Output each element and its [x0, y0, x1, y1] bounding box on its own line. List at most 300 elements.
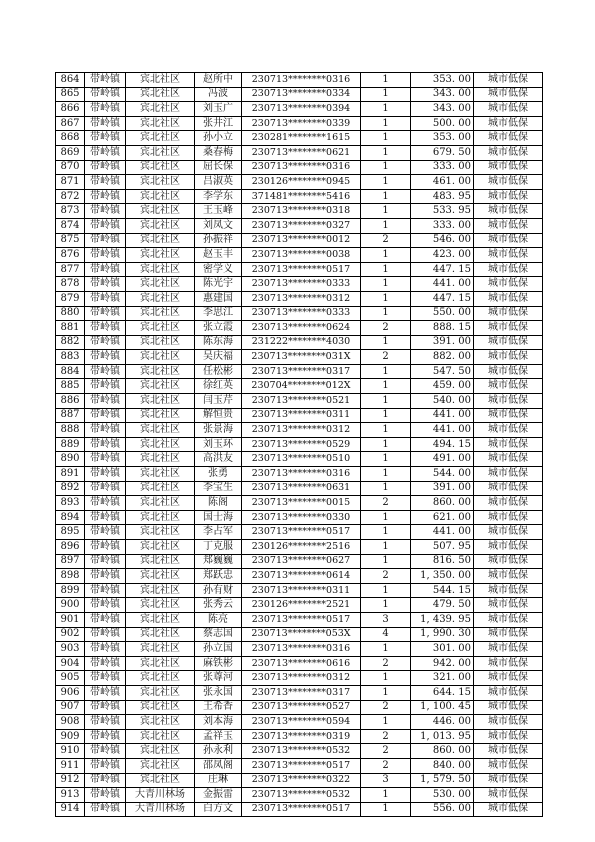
household-count-cell: 1	[361, 540, 411, 555]
town-cell: 带岭镇	[85, 656, 126, 671]
name-cell: 孙有财	[195, 583, 242, 598]
community-cell: 宾北社区	[126, 656, 195, 671]
household-count-cell: 1	[361, 671, 411, 686]
town-cell: 带岭镇	[85, 788, 126, 803]
assistance-type-cell: 城市低保	[474, 642, 543, 657]
row-number: 899	[56, 583, 85, 598]
table-row	[56, 350, 543, 365]
assistance-type-cell: 城市低保	[474, 145, 543, 160]
name-cell: 密学义	[195, 262, 242, 277]
town-cell: 带岭镇	[85, 116, 126, 131]
household-count-cell: 2	[361, 569, 411, 584]
household-count-cell: 1	[361, 291, 411, 306]
town-cell: 带岭镇	[85, 583, 126, 598]
id-number-cell: 230713********0317	[242, 685, 361, 700]
id-number-cell: 230713********0521	[242, 394, 361, 409]
name-cell: 张尊河	[195, 671, 242, 686]
amount-cell: 459. 00	[411, 379, 474, 394]
community-cell: 宾北社区	[126, 452, 195, 467]
community-cell: 宾北社区	[126, 189, 195, 204]
row-number: 881	[56, 321, 85, 336]
assistance-type-cell: 城市低保	[474, 496, 543, 511]
name-cell: 赵所中	[195, 73, 242, 88]
row-number: 889	[56, 437, 85, 452]
row-number: 913	[56, 788, 85, 803]
community-cell: 宾北社区	[126, 218, 195, 233]
name-cell: 李学东	[195, 189, 242, 204]
household-count-cell: 1	[361, 467, 411, 482]
table-row	[56, 437, 543, 452]
row-number: 871	[56, 175, 85, 190]
amount-cell: 540. 00	[411, 394, 474, 409]
household-count-cell: 1	[361, 73, 411, 88]
household-count-cell: 1	[361, 131, 411, 146]
community-cell: 宾北社区	[126, 394, 195, 409]
table-row	[56, 364, 543, 379]
household-count-cell: 1	[361, 452, 411, 467]
town-cell: 带岭镇	[85, 729, 126, 744]
row-number: 890	[56, 452, 85, 467]
community-cell: 宾北社区	[126, 554, 195, 569]
assistance-type-cell: 城市低保	[474, 408, 543, 423]
name-cell: 郑跃忠	[195, 569, 242, 584]
amount-cell: 446. 00	[411, 715, 474, 730]
household-count-cell: 1	[361, 160, 411, 175]
table-row	[56, 758, 543, 773]
id-number-cell: 230713********0532	[242, 788, 361, 803]
assistance-type-cell: 城市低保	[474, 379, 543, 394]
table-row	[56, 116, 543, 131]
assistance-type-cell: 城市低保	[474, 554, 543, 569]
community-cell: 宾北社区	[126, 291, 195, 306]
table-row	[56, 233, 543, 248]
id-number-cell: 230713********0631	[242, 481, 361, 496]
row-number: 908	[56, 715, 85, 730]
household-count-cell: 1	[361, 583, 411, 598]
town-cell: 带岭镇	[85, 248, 126, 263]
community-cell: 宾北社区	[126, 175, 195, 190]
household-count-cell: 1	[361, 802, 411, 817]
assistance-type-cell: 城市低保	[474, 204, 543, 219]
town-cell: 带岭镇	[85, 715, 126, 730]
household-count-cell: 1	[361, 364, 411, 379]
table-row	[56, 612, 543, 627]
assistance-type-cell: 城市低保	[474, 510, 543, 525]
amount-cell: 550. 00	[411, 306, 474, 321]
row-number: 905	[56, 671, 85, 686]
assistance-type-cell: 城市低保	[474, 335, 543, 350]
table-row	[56, 277, 543, 292]
id-number-cell: 230713********031X	[242, 350, 361, 365]
table-row	[56, 131, 543, 146]
row-number: 886	[56, 394, 85, 409]
row-number: 898	[56, 569, 85, 584]
assistance-type-cell: 城市低保	[474, 583, 543, 598]
household-count-cell: 1	[361, 481, 411, 496]
name-cell: 桑春梅	[195, 145, 242, 160]
table-row	[56, 510, 543, 525]
id-number-cell: 230713********0333	[242, 306, 361, 321]
id-number-cell: 230713********0529	[242, 437, 361, 452]
assistance-type-cell: 城市低保	[474, 248, 543, 263]
row-number: 901	[56, 612, 85, 627]
community-cell: 宾北社区	[126, 642, 195, 657]
town-cell: 带岭镇	[85, 554, 126, 569]
community-cell: 宾北社区	[126, 102, 195, 117]
name-cell: 孟祥玉	[195, 729, 242, 744]
community-cell: 宾北社区	[126, 233, 195, 248]
table-row	[56, 540, 543, 555]
id-number-cell: 230713********0510	[242, 452, 361, 467]
table-row	[56, 335, 543, 350]
town-cell: 带岭镇	[85, 540, 126, 555]
row-number: 870	[56, 160, 85, 175]
assistance-type-cell: 城市低保	[474, 131, 543, 146]
assistance-type-cell: 城市低保	[474, 218, 543, 233]
row-number: 904	[56, 656, 85, 671]
table-row	[56, 773, 543, 788]
community-cell: 宾北社区	[126, 525, 195, 540]
assistance-type-cell: 城市低保	[474, 773, 543, 788]
name-cell: 张永国	[195, 685, 242, 700]
table-row	[56, 700, 543, 715]
household-count-cell: 2	[361, 233, 411, 248]
row-number: 891	[56, 467, 85, 482]
row-number: 876	[56, 248, 85, 263]
id-number-cell: 230713********0322	[242, 773, 361, 788]
id-number-cell: 230713********0517	[242, 262, 361, 277]
row-number: 893	[56, 496, 85, 511]
amount-cell: 530. 00	[411, 788, 474, 803]
row-number: 874	[56, 218, 85, 233]
town-cell: 带岭镇	[85, 510, 126, 525]
town-cell: 带岭镇	[85, 335, 126, 350]
row-number: 896	[56, 540, 85, 555]
name-cell: 刘本海	[195, 715, 242, 730]
name-cell: 陈亮	[195, 612, 242, 627]
row-number: 865	[56, 87, 85, 102]
table-row	[56, 452, 543, 467]
amount-cell: 507. 95	[411, 540, 474, 555]
household-count-cell: 1	[361, 423, 411, 438]
id-number-cell: 230713********0616	[242, 656, 361, 671]
table-row	[56, 408, 543, 423]
table-row	[56, 204, 543, 219]
household-count-cell: 1	[361, 394, 411, 409]
community-cell: 大青川林场	[126, 802, 195, 817]
row-number: 867	[56, 116, 85, 131]
amount-cell: 494. 15	[411, 437, 474, 452]
id-number-cell: 230713********0327	[242, 218, 361, 233]
row-number: 888	[56, 423, 85, 438]
row-number: 872	[56, 189, 85, 204]
name-cell: 陈阁	[195, 496, 242, 511]
name-cell: 任松彬	[195, 364, 242, 379]
name-cell: 王玉峰	[195, 204, 242, 219]
name-cell: 闫玉芹	[195, 394, 242, 409]
amount-cell: 860. 00	[411, 744, 474, 759]
community-cell: 宾北社区	[126, 700, 195, 715]
name-cell: 孙永利	[195, 744, 242, 759]
row-number: 902	[56, 627, 85, 642]
table-body	[56, 73, 543, 817]
row-number: 907	[56, 700, 85, 715]
assistance-type-cell: 城市低保	[474, 423, 543, 438]
row-number: 897	[56, 554, 85, 569]
table-row	[56, 685, 543, 700]
row-number: 879	[56, 291, 85, 306]
community-cell: 宾北社区	[126, 481, 195, 496]
community-cell: 宾北社区	[126, 583, 195, 598]
assistance-type-cell: 城市低保	[474, 233, 543, 248]
amount-cell: 1, 439. 95	[411, 612, 474, 627]
id-number-cell: 230713********0333	[242, 277, 361, 292]
community-cell: 宾北社区	[126, 744, 195, 759]
table-row	[56, 321, 543, 336]
assistance-type-cell: 城市低保	[474, 87, 543, 102]
community-cell: 宾北社区	[126, 467, 195, 482]
table-row	[56, 656, 543, 671]
amount-cell: 547. 50	[411, 364, 474, 379]
household-count-cell: 2	[361, 321, 411, 336]
name-cell: 高洪友	[195, 452, 242, 467]
community-cell: 宾北社区	[126, 729, 195, 744]
community-cell: 宾北社区	[126, 145, 195, 160]
row-number: 884	[56, 364, 85, 379]
name-cell: 解恒贵	[195, 408, 242, 423]
amount-cell: 544. 15	[411, 583, 474, 598]
id-number-cell: 230713********0621	[242, 145, 361, 160]
assistance-type-cell: 城市低保	[474, 525, 543, 540]
table-row	[56, 467, 543, 482]
community-cell: 宾北社区	[126, 379, 195, 394]
assistance-type-cell: 城市低保	[474, 73, 543, 88]
row-number: 869	[56, 145, 85, 160]
amount-cell: 544. 00	[411, 467, 474, 482]
id-number-cell: 230126********2516	[242, 540, 361, 555]
amount-cell: 1, 990. 30	[411, 627, 474, 642]
community-cell: 宾北社区	[126, 408, 195, 423]
community-cell: 宾北社区	[126, 350, 195, 365]
name-cell: 徐红英	[195, 379, 242, 394]
town-cell: 带岭镇	[85, 627, 126, 642]
row-number: 878	[56, 277, 85, 292]
community-cell: 宾北社区	[126, 423, 195, 438]
row-number: 909	[56, 729, 85, 744]
town-cell: 带岭镇	[85, 189, 126, 204]
id-number-cell: 230126********0945	[242, 175, 361, 190]
amount-cell: 500. 00	[411, 116, 474, 131]
household-count-cell: 4	[361, 627, 411, 642]
amount-cell: 447. 15	[411, 291, 474, 306]
id-number-cell: 230713********0316	[242, 160, 361, 175]
town-cell: 带岭镇	[85, 467, 126, 482]
row-number: 882	[56, 335, 85, 350]
amount-cell: 333. 00	[411, 218, 474, 233]
community-cell: 宾北社区	[126, 204, 195, 219]
name-cell: 郑巍巍	[195, 554, 242, 569]
amount-cell: 479. 50	[411, 598, 474, 613]
community-cell: 宾北社区	[126, 510, 195, 525]
amount-cell: 391. 00	[411, 335, 474, 350]
row-number: 887	[56, 408, 85, 423]
community-cell: 宾北社区	[126, 277, 195, 292]
amount-cell: 333. 00	[411, 160, 474, 175]
name-cell: 惠建国	[195, 291, 242, 306]
id-number-cell: 230713********0334	[242, 87, 361, 102]
community-cell: 宾北社区	[126, 685, 195, 700]
household-count-cell: 1	[361, 306, 411, 321]
town-cell: 带岭镇	[85, 685, 126, 700]
name-cell: 张立霞	[195, 321, 242, 336]
community-cell: 宾北社区	[126, 262, 195, 277]
id-number-cell: 230713********0015	[242, 496, 361, 511]
household-count-cell: 1	[361, 510, 411, 525]
town-cell: 带岭镇	[85, 671, 126, 686]
assistance-type-cell: 城市低保	[474, 656, 543, 671]
household-count-cell: 1	[361, 262, 411, 277]
id-number-cell: 230713********0532	[242, 744, 361, 759]
row-number: 911	[56, 758, 85, 773]
household-count-cell: 2	[361, 496, 411, 511]
name-cell: 刘玉环	[195, 437, 242, 452]
table-row	[56, 554, 543, 569]
id-number-cell: 230713********0527	[242, 700, 361, 715]
row-number: 873	[56, 204, 85, 219]
household-count-cell: 1	[361, 335, 411, 350]
name-cell: 白方文	[195, 802, 242, 817]
community-cell: 宾北社区	[126, 321, 195, 336]
household-count-cell: 1	[361, 437, 411, 452]
assistance-type-cell: 城市低保	[474, 598, 543, 613]
id-number-cell: 230713********0394	[242, 102, 361, 117]
name-cell: 刘凤文	[195, 218, 242, 233]
town-cell: 带岭镇	[85, 452, 126, 467]
household-count-cell: 2	[361, 350, 411, 365]
id-number-cell: 230713********0517	[242, 802, 361, 817]
assistance-type-cell: 城市低保	[474, 350, 543, 365]
table-row	[56, 160, 543, 175]
name-cell: 孙小立	[195, 131, 242, 146]
name-cell: 国士海	[195, 510, 242, 525]
town-cell: 带岭镇	[85, 481, 126, 496]
town-cell: 带岭镇	[85, 160, 126, 175]
assistance-type-cell: 城市低保	[474, 321, 543, 336]
town-cell: 带岭镇	[85, 204, 126, 219]
household-count-cell: 2	[361, 656, 411, 671]
amount-cell: 423. 00	[411, 248, 474, 263]
household-count-cell: 3	[361, 773, 411, 788]
id-number-cell: 230713********0318	[242, 204, 361, 219]
amount-cell: 556. 00	[411, 802, 474, 817]
assistance-type-cell: 城市低保	[474, 467, 543, 482]
name-cell: 邵凤阁	[195, 758, 242, 773]
community-cell: 宾北社区	[126, 131, 195, 146]
amount-cell: 343. 00	[411, 87, 474, 102]
household-count-cell: 1	[361, 218, 411, 233]
id-number-cell: 230713********0330	[242, 510, 361, 525]
community-cell: 宾北社区	[126, 496, 195, 511]
town-cell: 带岭镇	[85, 423, 126, 438]
community-cell: 宾北社区	[126, 671, 195, 686]
table-row	[56, 248, 543, 263]
assistance-type-cell: 城市低保	[474, 744, 543, 759]
assistance-type-cell: 城市低保	[474, 540, 543, 555]
table-row	[56, 569, 543, 584]
amount-cell: 353. 00	[411, 131, 474, 146]
id-number-cell: 230713********0311	[242, 583, 361, 598]
household-count-cell: 1	[361, 598, 411, 613]
community-cell: 宾北社区	[126, 612, 195, 627]
amount-cell: 942. 00	[411, 656, 474, 671]
table-row	[56, 598, 543, 613]
community-cell: 宾北社区	[126, 437, 195, 452]
town-cell: 带岭镇	[85, 379, 126, 394]
household-count-cell: 1	[361, 87, 411, 102]
row-number: 894	[56, 510, 85, 525]
town-cell: 带岭镇	[85, 496, 126, 511]
town-cell: 带岭镇	[85, 758, 126, 773]
assistance-type-cell: 城市低保	[474, 291, 543, 306]
household-count-cell: 2	[361, 758, 411, 773]
table-row	[56, 102, 543, 117]
town-cell: 带岭镇	[85, 321, 126, 336]
assistance-type-cell: 城市低保	[474, 729, 543, 744]
name-cell: 孙立国	[195, 642, 242, 657]
id-number-cell: 230713********0311	[242, 408, 361, 423]
id-number-cell: 230713********0317	[242, 364, 361, 379]
assistance-type-cell: 城市低保	[474, 364, 543, 379]
household-count-cell: 1	[361, 379, 411, 394]
household-count-cell: 1	[361, 116, 411, 131]
assistance-type-cell: 城市低保	[474, 189, 543, 204]
amount-cell: 860. 00	[411, 496, 474, 511]
community-cell: 宾北社区	[126, 773, 195, 788]
row-number: 900	[56, 598, 85, 613]
amount-cell: 888. 15	[411, 321, 474, 336]
household-count-cell: 1	[361, 102, 411, 117]
id-number-cell: 230713********0624	[242, 321, 361, 336]
table-row	[56, 306, 543, 321]
household-count-cell: 1	[361, 145, 411, 160]
table-row	[56, 145, 543, 160]
town-cell: 带岭镇	[85, 262, 126, 277]
community-cell: 宾北社区	[126, 758, 195, 773]
community-cell: 宾北社区	[126, 364, 195, 379]
town-cell: 带岭镇	[85, 802, 126, 817]
table-row	[56, 291, 543, 306]
id-number-cell: 230713********0517	[242, 612, 361, 627]
town-cell: 带岭镇	[85, 612, 126, 627]
name-cell: 吴庆福	[195, 350, 242, 365]
id-number-cell: 230713********0614	[242, 569, 361, 584]
table-row	[56, 218, 543, 233]
name-cell: 吕淑英	[195, 175, 242, 190]
town-cell: 带岭镇	[85, 131, 126, 146]
table-row	[56, 715, 543, 730]
household-count-cell: 1	[361, 642, 411, 657]
table-row	[56, 642, 543, 657]
row-number: 903	[56, 642, 85, 657]
id-number-cell: 231222********4030	[242, 335, 361, 350]
amount-cell: 441. 00	[411, 423, 474, 438]
table-row	[56, 87, 543, 102]
town-cell: 带岭镇	[85, 277, 126, 292]
assistance-type-cell: 城市低保	[474, 452, 543, 467]
row-number: 877	[56, 262, 85, 277]
table-row	[56, 423, 543, 438]
assistance-type-cell: 城市低保	[474, 160, 543, 175]
